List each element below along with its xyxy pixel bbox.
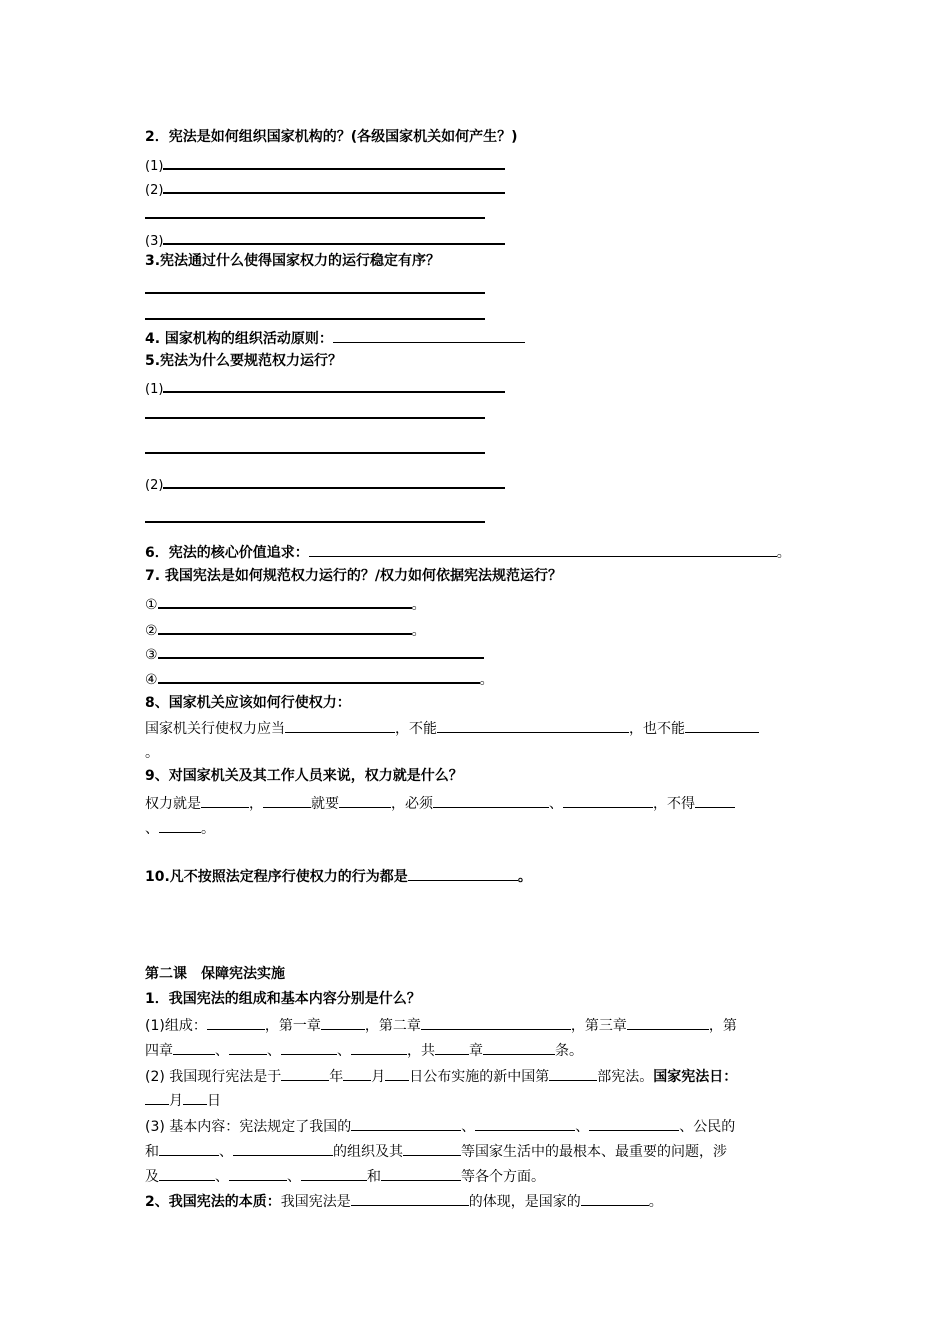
blank[interactable]	[229, 1166, 287, 1181]
blank[interactable]	[408, 866, 518, 881]
blank[interactable]	[163, 377, 505, 393]
question-2: 2．宪法是如何组织国家机构的？(各级国家机关如何产生？)	[145, 129, 518, 145]
blank[interactable]	[581, 1191, 649, 1206]
answer-line-7-2: ② 。	[145, 619, 426, 640]
blank[interactable]	[339, 793, 391, 808]
blank[interactable]	[351, 1191, 469, 1206]
blank[interactable]	[159, 1141, 219, 1156]
blank[interactable]	[281, 1040, 337, 1055]
blank[interactable]	[433, 793, 549, 808]
blank[interactable]	[475, 1116, 575, 1131]
blank[interactable]	[627, 1015, 709, 1030]
blank-line[interactable]	[145, 452, 485, 454]
blank[interactable]	[309, 542, 777, 557]
question-8: 8、国家机关应该如何行使权力：	[145, 695, 351, 711]
blank-line[interactable]	[145, 318, 485, 320]
blank[interactable]	[158, 593, 412, 609]
question-3: 3.宪法通过什么使得国家权力的运行稳定有序？	[145, 253, 441, 269]
answer-line-7-4: ④ 。	[145, 668, 494, 689]
blank[interactable]	[163, 178, 505, 194]
blank[interactable]	[145, 1090, 169, 1105]
answer-9-2: 、 。	[145, 818, 215, 838]
blank[interactable]	[158, 643, 484, 659]
answer-line-2-1: (1)	[145, 154, 505, 176]
blank[interactable]	[435, 1040, 469, 1055]
blank[interactable]	[163, 154, 505, 170]
answer-basic-content-cont2: 及 、 、 和 等各个方面。	[145, 1166, 545, 1186]
answer-line-7-1: ① 。	[145, 593, 426, 614]
blank[interactable]	[381, 1166, 461, 1181]
answer-8: 国家机关行使权力应当 ，不能 ，也不能	[145, 718, 759, 738]
blank[interactable]	[301, 1166, 367, 1181]
question-5: 5.宪法为什么要规范权力运行？	[145, 353, 343, 369]
blank[interactable]	[695, 793, 735, 808]
blank[interactable]	[333, 328, 525, 343]
answer-line-5-1: (1)	[145, 377, 505, 399]
blank[interactable]	[285, 718, 395, 733]
question-10: 10.凡不按照法定程序行使权力的行为都是 。	[145, 866, 532, 886]
blank[interactable]	[158, 668, 480, 684]
blank[interactable]	[159, 818, 201, 833]
answer-9-1: 权力就是 ， 就要 ，必须 、 ，不得	[145, 793, 735, 813]
blank[interactable]	[385, 1066, 409, 1081]
lesson-2-title: 第二课 保障宪法实施	[145, 966, 285, 982]
answer-composition: (1)组成： ，第一章 ，第二章 ，第三章 ，第	[145, 1015, 737, 1035]
question-7: 7. 我国宪法是如何规范权力运行的？/权力如何依据宪法规范运行？	[145, 568, 563, 584]
answer-line-5-2: (2)	[145, 473, 505, 495]
blank[interactable]	[163, 473, 505, 489]
answer-line-2-3: (3)	[145, 229, 505, 251]
blank[interactable]	[173, 1040, 215, 1055]
question-6: 6．宪法的核心价值追求： 。	[145, 542, 791, 562]
blank[interactable]	[685, 718, 759, 733]
lesson-2-question-2: 2、我国宪法的本质：我国宪法是 的体现，是国家的 。	[145, 1191, 663, 1211]
blank-line[interactable]	[145, 417, 485, 419]
blank[interactable]	[421, 1015, 571, 1030]
answer-basic-content-cont: 和 、 的组织及其 等国家生活中的最根本、最重要的问题，涉	[145, 1141, 727, 1161]
blank[interactable]	[229, 1040, 267, 1055]
blank[interactable]	[437, 718, 629, 733]
blank[interactable]	[201, 793, 249, 808]
blank[interactable]	[483, 1040, 555, 1055]
blank[interactable]	[207, 1015, 265, 1030]
blank[interactable]	[233, 1141, 333, 1156]
blank[interactable]	[549, 1066, 597, 1081]
blank[interactable]	[163, 229, 505, 245]
lesson-2-question-1: 1．我国宪法的组成和基本内容分别是什么？	[145, 991, 421, 1007]
answer-line-7-3: ③	[145, 643, 484, 664]
blank-line[interactable]	[145, 217, 485, 219]
answer-current-constitution: (2) 我国现行宪法是于 年 月 日公布实施的新中国第 部宪法。国家宪法日：	[145, 1066, 737, 1086]
answer-8-end: 。	[145, 745, 159, 761]
answer-basic-content: (3) 基本内容：宪法规定了我国的 、 、 、公民的	[145, 1116, 735, 1136]
answer-composition-cont: 四章 、 、 、 ，共 章 条。	[145, 1040, 583, 1060]
blank[interactable]	[159, 1166, 215, 1181]
blank[interactable]	[158, 619, 412, 635]
blank[interactable]	[403, 1141, 461, 1156]
blank[interactable]	[263, 793, 311, 808]
question-9: 9、对国家机关及其工作人员来说，权力就是什么？	[145, 768, 463, 784]
blank[interactable]	[563, 793, 653, 808]
blank-line[interactable]	[145, 292, 485, 294]
blank[interactable]	[351, 1040, 407, 1055]
question-4: 4. 国家机构的组织活动原则：	[145, 328, 525, 348]
blank-line[interactable]	[145, 521, 485, 523]
blank[interactable]	[343, 1066, 371, 1081]
answer-constitution-day: 月 日	[145, 1090, 221, 1110]
blank[interactable]	[183, 1090, 207, 1105]
blank[interactable]	[281, 1066, 329, 1081]
blank[interactable]	[321, 1015, 365, 1030]
answer-line-2-2: (2)	[145, 178, 505, 200]
blank[interactable]	[351, 1116, 461, 1131]
blank[interactable]	[589, 1116, 679, 1131]
